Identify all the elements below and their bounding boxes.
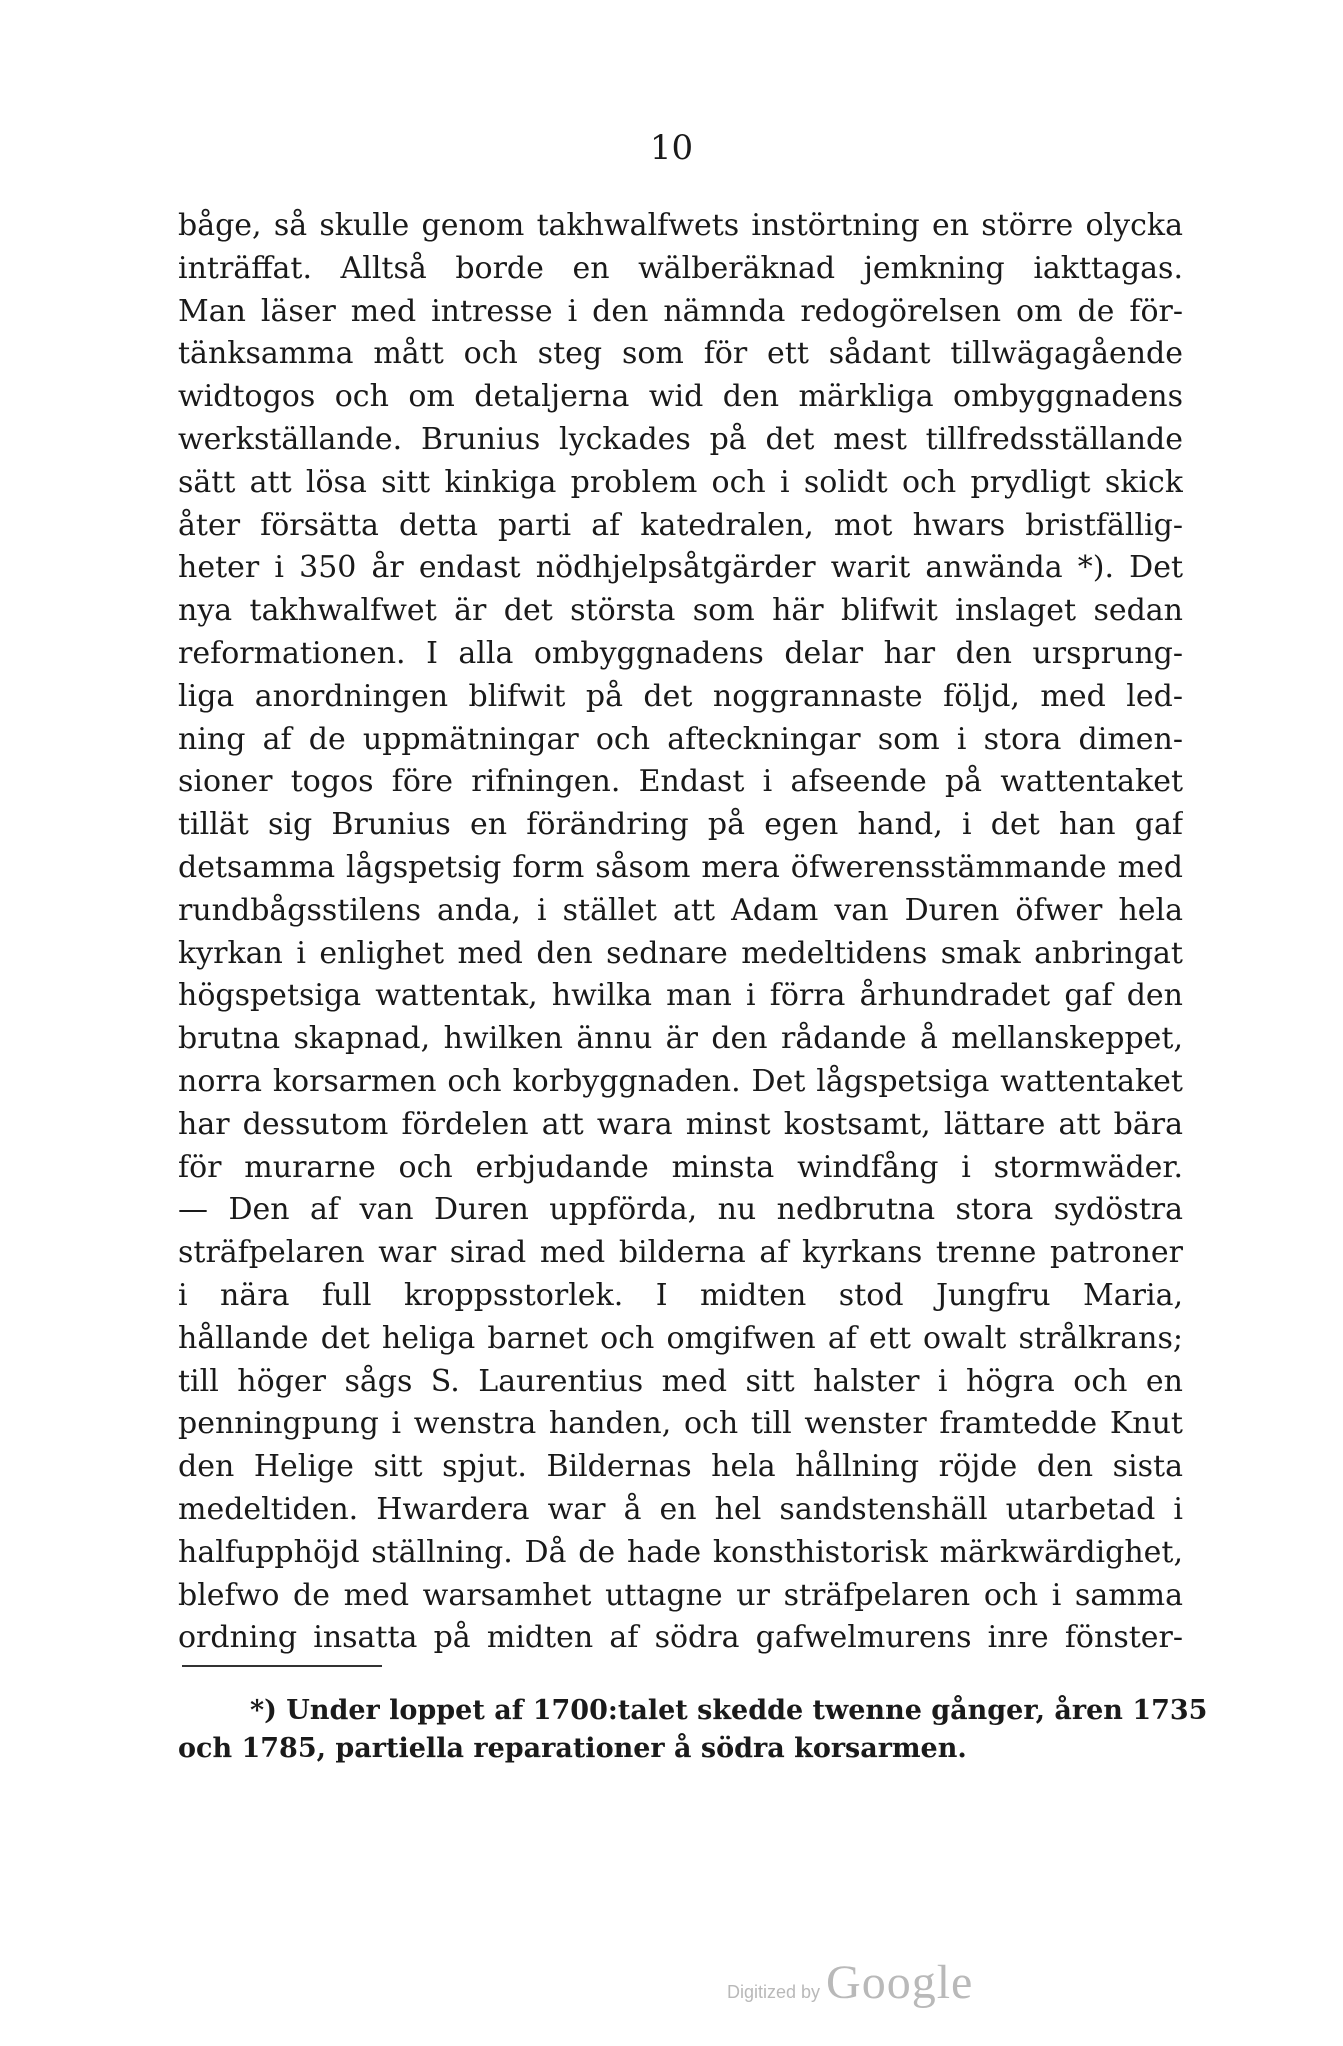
footnote-line: och 1785, partiella reparationer å södra korsarmen. [178, 1733, 967, 1764]
text-line: ordning insatta på midten af södra gafwelmurens inre fönster- [178, 1620, 1183, 1656]
text-line: tänksamma mått och steg som för ett sådant tillwägagående [178, 336, 1183, 372]
text-line: tillät sig Brunius en förändring på egen hand, i det han gaf [178, 807, 1183, 843]
text-line: sätt att lösa sitt kinkiga problem och i solidt och prydligt skick [178, 464, 1183, 500]
text-line: widtogos och om detaljerna wid den märkliga ombyggnadens [178, 379, 1183, 415]
text-line: rundbågsstilens anda, i stället att Adam van Duren öfwer hela [178, 892, 1183, 928]
text-line: till höger sågs S. Laurentius med sitt halster i högra och en [178, 1363, 1183, 1399]
digitized-watermark [727, 1955, 973, 2010]
text-line: Man läser med intresse i den nämnda redogörelsen om de för- [178, 293, 1183, 329]
text-line: detsamma lågspetsig form såsom mera öfwerensstämmande med [178, 849, 1183, 885]
text-line: inträffat. Alltså borde en wälberäknad jemkning iakttagas. [178, 250, 1183, 286]
footnote-divider [182, 1665, 382, 1667]
text-line: — Den af van Duren uppförda, nu nedbrutna stora sydöstra [178, 1192, 1183, 1228]
footnote [178, 1692, 1208, 1768]
body-text [178, 205, 1183, 1660]
text-line: högspetsiga wattentak, hwilka man i förra århundradet gaf den [178, 978, 1183, 1014]
text-line: båge, så skulle genom takhwalfwets instörtning en större olycka [178, 208, 1183, 243]
text-line: liga anordningen blifwit på det noggrannaste följd, med led- [178, 678, 1183, 714]
text-line: sträfpelaren war sirad med bilderna af kyrkans trenne patroner [178, 1235, 1183, 1271]
text-line: kyrkan i enlighet med den sednare medeltidens smak anbringat [178, 935, 1183, 971]
text-line: penningpung i wenstra handen, och till wenster framtedde Knut [178, 1406, 1183, 1442]
text-line: nya takhwalfwet är det största som här blifwit inslaget sedan [178, 593, 1183, 629]
text-line: reformationen. I alla ombyggnadens delar har den ursprung- [178, 635, 1183, 671]
text-line: blefwo de med warsamhet uttagne ur sträfpelaren och i samma [178, 1577, 1183, 1613]
text-line: brutna skapnad, hwilken ännu är den rådande å mellanskeppet, [178, 1021, 1183, 1057]
text-line: hållande det heliga barnet och omgifwen af ett owalt strålkrans; [178, 1320, 1183, 1356]
text-line: norra korsarmen och korbyggnaden. Det lågspetsiga wattentaket [178, 1063, 1183, 1099]
text-line: medeltiden. Hwardera war å en hel sandstenshäll utarbetad i [178, 1491, 1183, 1527]
page-number: 10 [649, 128, 694, 168]
text-line: den Helige sitt spjut. Bildernas hela hållning röjde den sista [178, 1449, 1183, 1485]
text-line: halfupphöjd ställning. Då de hade konsthistorisk märkwärdighet, [178, 1534, 1183, 1570]
text-line: ning af de uppmätningar och afteckningar som i stora dimen- [178, 721, 1183, 757]
text-line: för murarne och erbjudande minsta windfång i stormwäder. [178, 1149, 1183, 1185]
text-line: sioner togos före rifningen. Endast i afseende på wattentaket [178, 764, 1183, 800]
text-line: werkställande. Brunius lyckades på det mest tillfredsställande [178, 421, 1183, 457]
text-line: åter försätta detta parti af katedralen, mot hwars bristfällig- [178, 507, 1183, 543]
footnote-line: *) Under loppet af 1700:talet skedde twenne gånger, åren 1735 [250, 1695, 1208, 1726]
google-logo: Google [826, 1956, 974, 2009]
text-line: har dessutom fördelen att wara minst kostsamt, lättare att bära [178, 1106, 1183, 1142]
text-line: heter i 350 år endast nödhjelpsåtgärder warit anwända *). Det [178, 550, 1183, 586]
watermark-prefix: Digitized by [727, 1982, 821, 2002]
text-line: i nära full kroppsstorlek. I midten stod Jungfru Maria, [178, 1277, 1183, 1313]
